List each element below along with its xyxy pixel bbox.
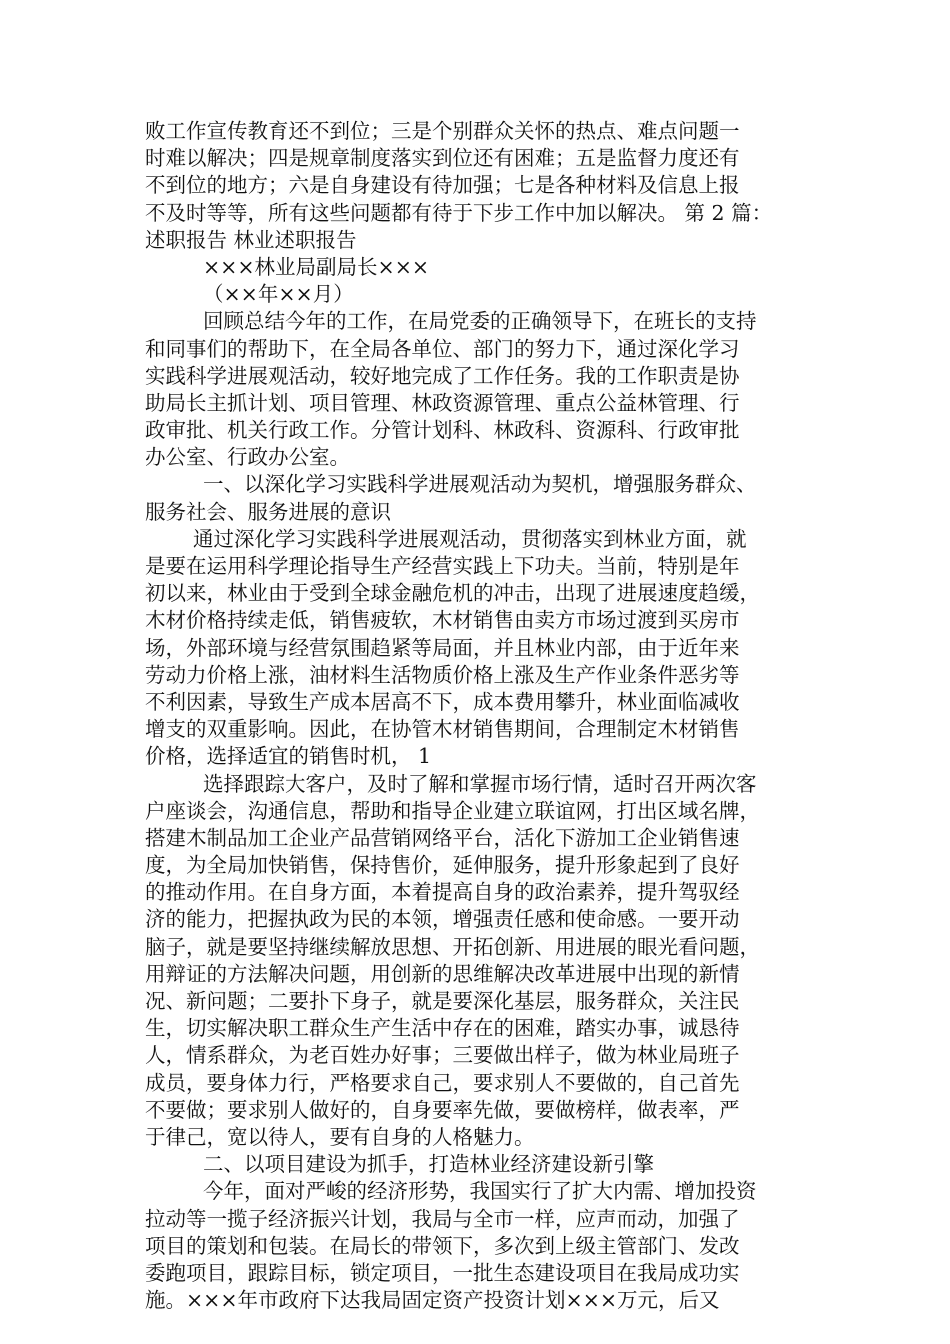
text-line: 一、以深化学习实践科学进展观活动为契机，增强服务群众、	[203, 472, 757, 497]
text-line: （××年××月）	[203, 282, 354, 307]
text-line: 是要在运用科学理论指导生产经营实践上下功夫。当前，特别是年	[145, 554, 740, 578]
text-line: 不要做；要求别人做好的，自身要率先做，要做榜样，做表率，严	[145, 1097, 740, 1122]
text-line: 度，为全局加快销售，保持售价，延伸服务，提升形象起到了良好	[145, 853, 740, 878]
text-line: 服务社会、服务进展的意识	[145, 499, 391, 524]
text-line: 木材价格持续走低，销售疲软，木材销售由卖方市场过渡到买房市	[145, 608, 740, 633]
text-line: 生，切实解决职工群众生产生活中存在的困难，踏实办事，诚恳待	[145, 1016, 740, 1041]
text-line: 人，情系群众，为老百姓办好事；三要做出样子，做为林业局班子	[145, 1043, 740, 1068]
text-line: 通过深化学习实践科学进展观活动，贯彻落实到林业方面，就	[193, 526, 747, 551]
text-line: 用辩证的方法解决问题，用创新的思维解决改革进展中出现的新情	[145, 961, 740, 986]
text-line: 于律己，宽以待人，要有自身的人格魅力。	[145, 1124, 535, 1149]
text-line: 不利因素，导致生产成本居高不下，成本费用攀升，林业面临减收	[145, 689, 740, 714]
text-line: 述职报告 林业述职报告	[145, 227, 357, 252]
text-line: 增支的双重影响。因此，在协管木材销售期间，合理制定木材销售	[145, 717, 740, 742]
text-line: 价格，选择适宜的销售时机， 1	[145, 744, 432, 769]
text-line: 济的能力，把握执政为民的本领，增强责任感和使命感。一要开动	[145, 907, 740, 932]
text-line: 不及时等等，所有这些问题都有待于下步工作中加以解决。 第 2 篇：	[145, 200, 773, 225]
text-line: 的推动作用。在自身方面，本着提高自身的政治素养，提升驾驭经	[145, 880, 740, 905]
text-line: 回顾总结今年的工作，在局党委的正确领导下，在班长的支持	[203, 309, 757, 334]
text-line: 委跑项目，跟踪目标，锁定项目，一批生态建设项目在我局成功实	[145, 1260, 740, 1285]
text-line: 劳动力价格上涨，油材料生活物质价格上涨及生产作业条件恶劣等	[145, 662, 740, 687]
document-body	[145, 118, 835, 1314]
text-line: 实践科学进展观活动，较好地完成了工作任务。我的工作职责是协	[145, 363, 740, 388]
text-line: 况、新问题；二要扑下身子，就是要深化基层，服务群众，关注民	[145, 989, 740, 1013]
text-line: 场，外部环境与经营氛围趋紧等局面，并且林业内部，由于近年来	[145, 635, 740, 660]
text-line: 初以来，林业由于受到全球金融危机的冲击，出现了进展速度趋缓，	[145, 581, 760, 606]
text-line: 时难以解决；四是规章制度落实到位还有困难；五是监督力度还有	[145, 146, 740, 171]
text-line: 选择跟踪大客户，及时了解和掌握市场行情，适时召开两次客	[203, 771, 757, 796]
text-line: ×××林业局副局长×××	[203, 254, 430, 279]
text-line: 户座谈会，沟通信息，帮助和指导企业建立联谊网，打出区域名牌，	[145, 798, 760, 823]
text-line: 败工作宣传教育还不到位；三是个别群众关怀的热点、难点问题一	[145, 119, 740, 143]
text-line: 不到位的地方；六是自身建设有待加强；七是各种材料及信息上报	[145, 173, 740, 198]
text-line: 搭建木制品加工企业产品营销网络平台，活化下游加工企业销售速	[145, 825, 740, 850]
text-line: 办公室、行政办公室。	[145, 445, 350, 470]
text-line: 项目的策划和包装。在局长的带领下，多次到上级主管部门、发改	[145, 1233, 740, 1258]
text-line: 成员，要身体力行，严格要求自己，要求别人不要做的，自己首先	[145, 1070, 740, 1095]
text-line: 和同事们的帮助下，在全局各单位、部门的努力下，通过深化学习	[145, 336, 740, 361]
text-line: 拉动等一揽子经济振兴计划，我局与全市一样，应声而动，加强了	[145, 1206, 740, 1231]
text-line: 今年，面对严峻的经济形势，我国实行了扩大内需、增加投资	[203, 1179, 757, 1204]
text-line: 脑子，就是要坚持继续解放思想、开拓创新、用进展的眼光看问题，	[145, 934, 760, 959]
text-line: 政审批、机关行政工作。分管计划科、林政科、资源科、行政审批	[145, 418, 740, 443]
text-line: 助局长主抓计划、项目管理、林政资源管理、重点公益林管理、行	[145, 390, 740, 415]
text-line: 二、以项目建设为抓手，打造林业经济建设新引擎	[203, 1152, 654, 1177]
text-line: 施。×××年市政府下达我局固定资产投资计划×××万元，后又	[145, 1288, 720, 1313]
